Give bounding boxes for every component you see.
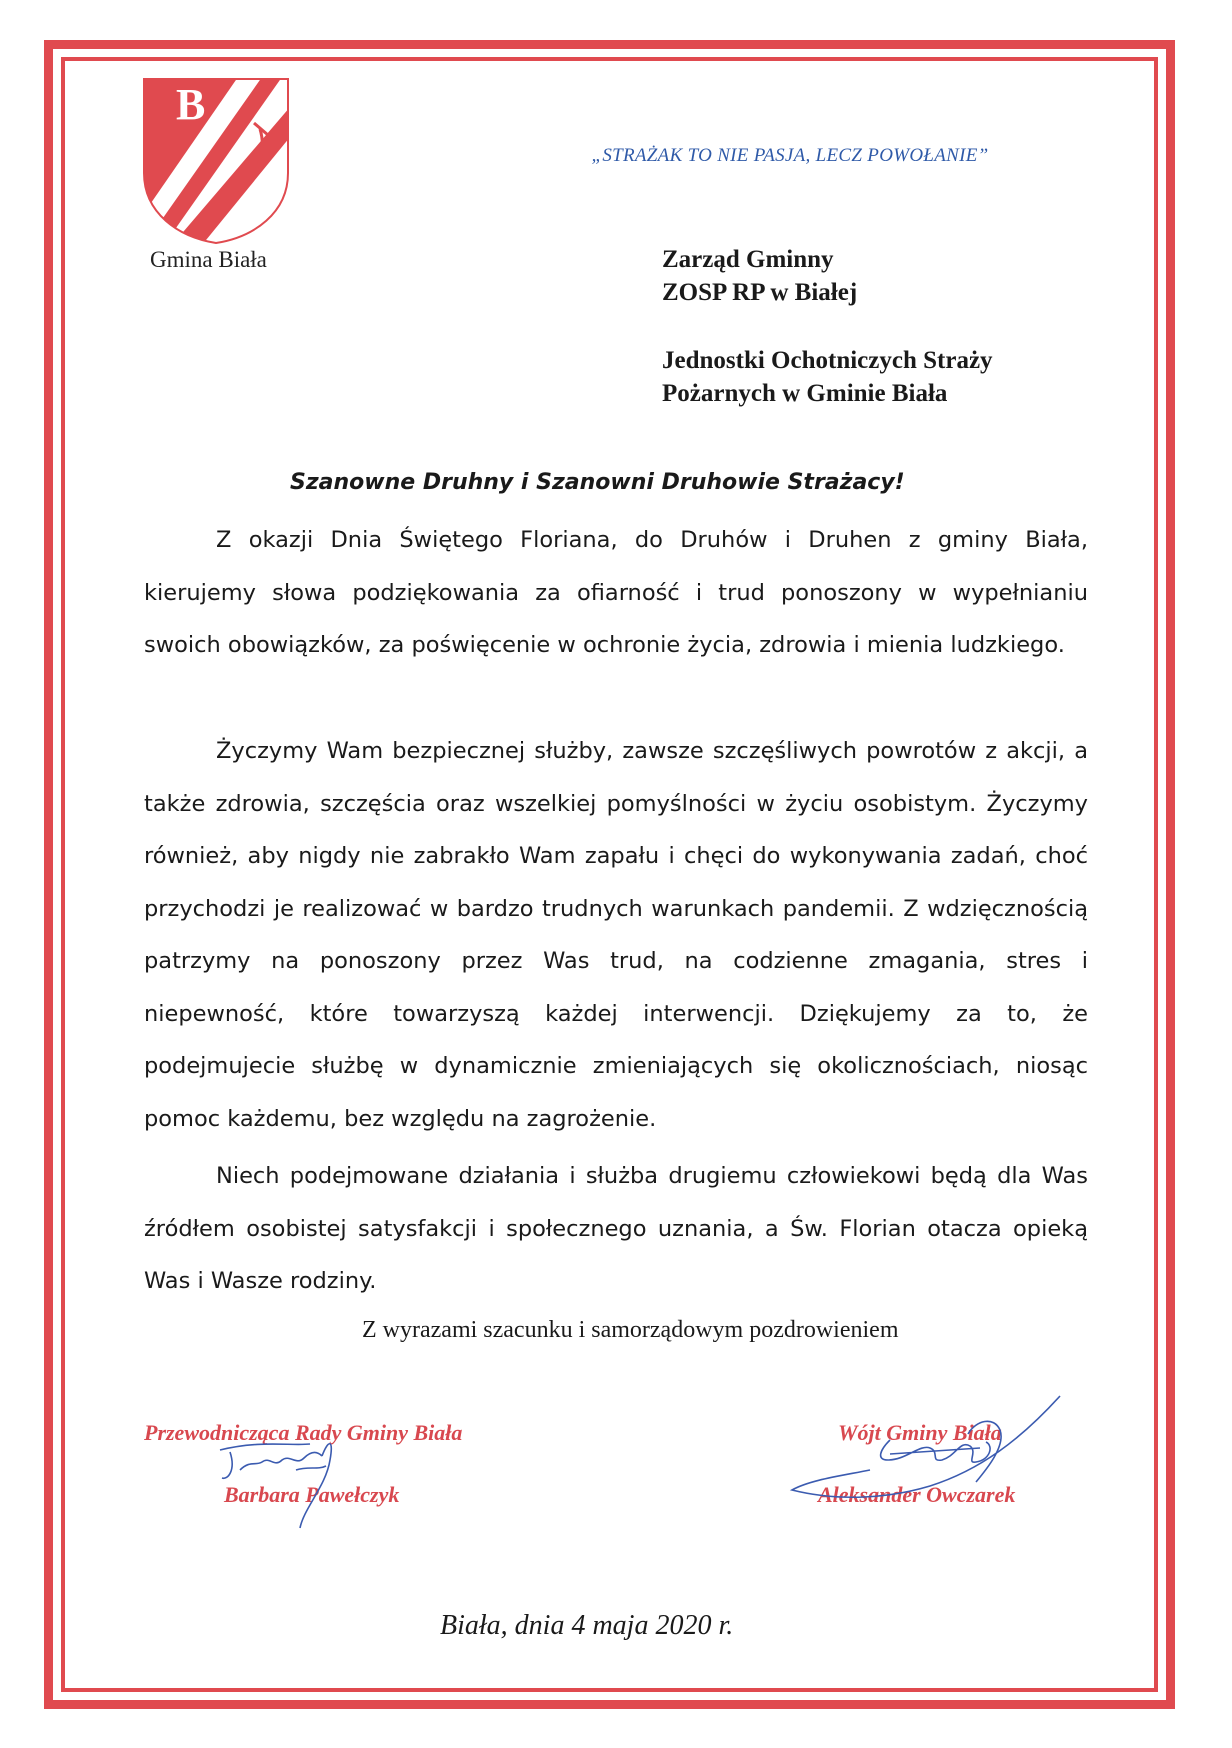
paragraph-text: Z okazji Dnia Świętego Floriana, do Druhów i Druhen z gminy Biała, kierujemy słowa podziękowania za ofiarność i trud ponoszony w wypełnianiu swoich obowiązków, za poświęcenie w ochronie życia, zdrowia i mienia ludzkiego. — [144, 527, 1088, 658]
letter-closing: Z wyrazami szacunku i samorządowym pozdrowieniem — [362, 1317, 899, 1343]
signatory-left-title: Przewodnicząca Rady Gminy Biała — [144, 1420, 463, 1445]
letter-paragraph-3 — [144, 1150, 1088, 1308]
signatory-right-title: Wójt Gminy Biała — [838, 1420, 1002, 1445]
signatory-right-name: Aleksander Owczarek — [818, 1482, 1016, 1507]
municipality-label: Gmina Biała — [150, 247, 267, 272]
recipient-line: Pożarnych w Gminie Biała — [662, 380, 948, 407]
recipient-block-2 — [662, 344, 993, 410]
recipient-line: ZOSP RP w Białej — [662, 279, 858, 306]
letter-greeting: Szanowne Druhny i Szanowni Druhowie Strażacy! — [290, 470, 905, 495]
recipient-line: Zarząd Gminny — [662, 246, 834, 273]
place-and-date: Biała, dnia 4 maja 2020 r. — [440, 1610, 734, 1641]
paragraph-text: Życzymy Wam bezpiecznej służby, zawsze szczęśliwych powrotów z akcji, a także zdrowia, szczęścia oraz wszelkiej pomyślności w życiu osobistym. Życzymy również, aby nigdy nie zabrakło Wam zapału i chęci do wykonywania zadań, choć przychodzi je realizować w bardzo trudnych warunkach pandemii. Z wdzięcznością patrzymy na ponoszony przez Was trud, na codzienne zmagania, stres i niepewność, które towarzyszą każdej interwencji. Dziękujemy za to, że podejmujecie służbę w dynamicznie zmieniających się okolicznościach, niosąc pomoc każdemu, bez względu na zagrożenie. — [144, 738, 1088, 1132]
letter-paragraph-2 — [144, 725, 1088, 1145]
letter-paragraph-1 — [144, 514, 1088, 672]
signatory-left-name: Barbara Pawełczyk — [224, 1482, 400, 1507]
paragraph-text: Niech podejmowane działania i służba drugiemu człowiekowi będą dla Was źródłem osobistej satysfakcji i społecznego uznania, a Św. Florian otacza opieką Was i Wasze rodziny. — [144, 1163, 1088, 1294]
crest-letter: B — [176, 80, 206, 129]
recipient-block-1 — [662, 243, 857, 309]
motto: „STRAŻAK TO NIE PASJA, LECZ POWOŁANIE” — [591, 145, 989, 166]
recipient-line: Jednostki Ochotniczych Straży — [662, 347, 993, 374]
municipality-crest-icon — [142, 77, 290, 245]
